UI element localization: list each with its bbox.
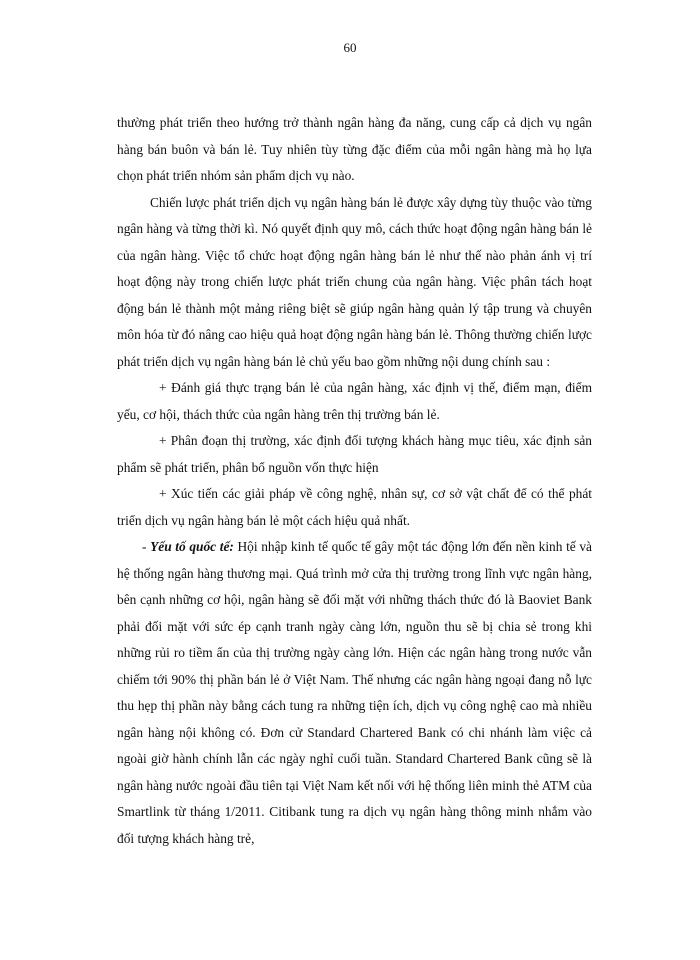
paragraph-continuation: thường phát triển theo hướng trở thành ngân hàng đa năng, cung cấp cả dịch vụ ngân hàng bán buôn và bán lẻ. Tuy nhiên tùy từng đặc điểm của mỗi ngân hàng mà họ lựa chọn phát triển nhóm sản phẩm dịch vụ nào.	[117, 115, 592, 183]
page-number: 60	[343, 40, 357, 55]
paragraph-international-factor	[117, 534, 592, 852]
factor-dash: -	[142, 539, 151, 554]
bullet-assessment: + Đánh giá thực trạng bán lẻ của ngân hàng, xác định vị thế, điểm mạn, điểm yếu, cơ hội, thách thức của ngân hàng trên thị trường bán lẻ.	[117, 380, 592, 422]
factor-heading: Yếu tố quốc tế:	[150, 539, 234, 554]
paragraph-retail-strategy: Chiến lược phát triển dịch vụ ngân hàng bán lẻ được xây dựng tùy thuộc vào từng ngân hàng và từng thời kì. Nó quyết định quy mô, cách thức hoạt động ngân hàng bán lẻ của ngân hàng. Việc tổ chức hoạt động ngân hàng bán lẻ như thế nào phản ánh vị trí hoạt động này trong chiến lược phát triển chung của ngân hàng. Việc phân tách hoạt động bán lẻ thành một mảng riêng biệt sẽ giúp ngân hàng quản lý tập trung và chuyên môn hóa từ đó nâng cao hiệu quả hoạt động ngân hàng bán lẻ. Thông thường chiến lược phát triển dịch vụ ngân hàng bán lẻ chủ yếu bao gồm những nội dung chính sau :	[117, 194, 592, 369]
document-body	[117, 110, 592, 852]
factor-body: Hội nhập kinh tế quốc tế gây một tác động lớn đến nền kinh tế và hệ thống ngân hàng thương mại. Quá trình mở cửa thị trường trong lĩnh vực ngân hàng, bên cạnh những cơ hội, ngân hàng sẽ đối mặt với những thách thức đó là Baoviet Bank phải đối mặt với sức ép cạnh tranh ngày càng lớn, nguồn thu sẽ bị chia sẻ trong khi những rủi ro tiềm ẩn của thị trường ngày càng lớn. Hiện các ngân hàng trong nước vẫn chiếm tới 90% thị phần bán lẻ ở Việt Nam. Thế nhưng các ngân hàng ngoại đang nỗ lực thu hẹp thị phần này bằng cách tung ra những tiện ích, dịch vụ công nghệ cao mà nhiều ngân hàng nội không có. Đơn cử Standard Chartered Bank có chi nhánh làm việc cả ngoài giờ hành chính lẫn các ngày nghỉ cuối tuần. Standard Chartered Bank cũng sẽ là ngân hàng nước ngoài đầu tiên tại Việt Nam kết nối với hệ thống liên minh thẻ ATM của Smartlink từ tháng 1/2011. Citibank tung ra dịch vụ ngân hàng thông minh nhắm vào đối tượng khách hàng trẻ,	[117, 539, 593, 846]
bullet-segmentation: + Phân đoạn thị trường, xác định đối tượng khách hàng mục tiêu, xác định sản phẩm sẽ phát triển, phân bổ nguồn vốn thực hiện	[117, 433, 592, 475]
bullet-solutions: + Xúc tiến các giải pháp về công nghệ, nhân sự, cơ sở vật chất để có thể phát triển dịch vụ ngân hàng bán lẻ một cách hiệu quả nhất.	[117, 486, 592, 528]
